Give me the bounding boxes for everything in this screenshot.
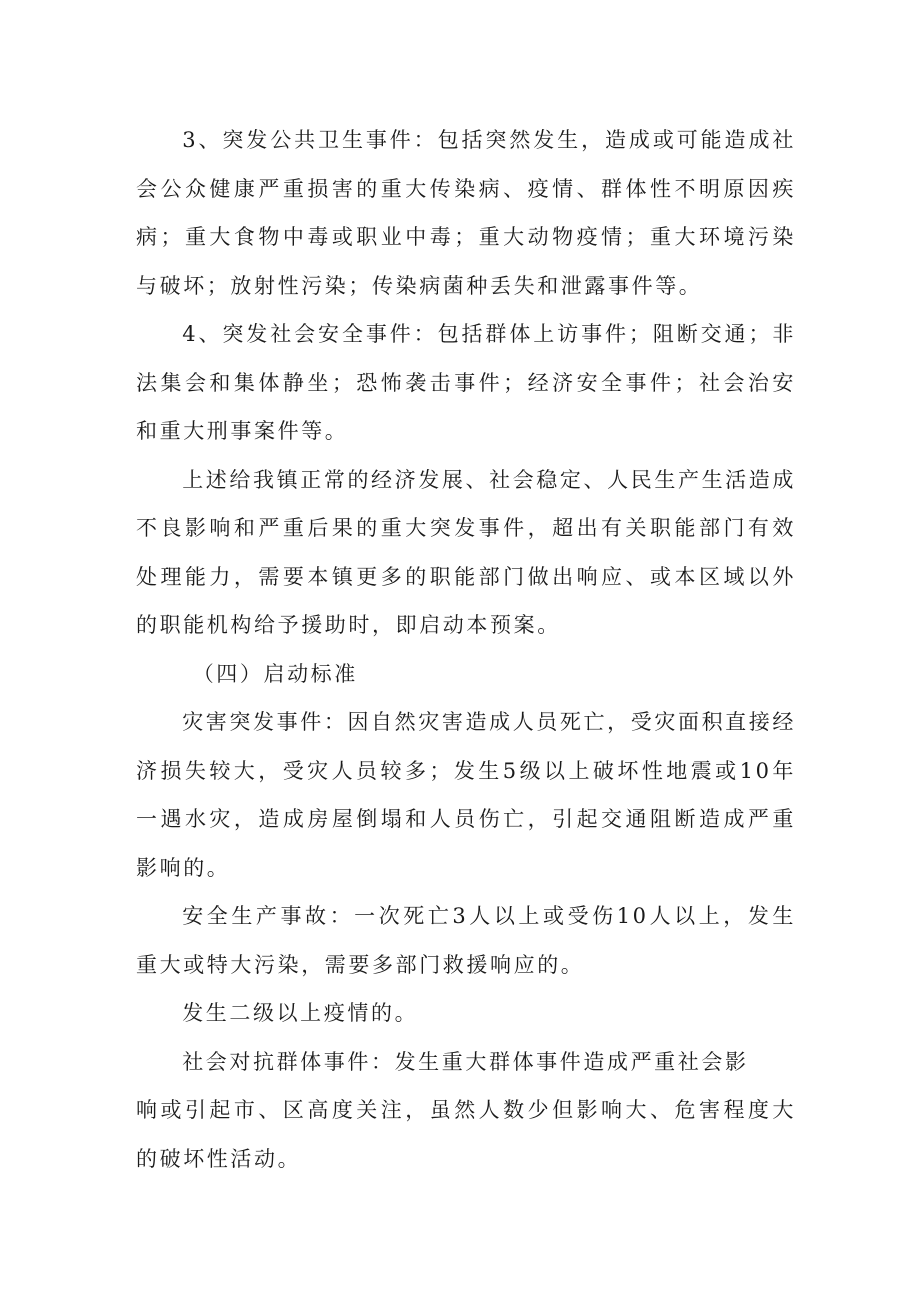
paragraph-safety-production-accidents: 安全生产事故：一次死亡3人以上或受伤10人以上，发生重大或特大污染，需要多部门救援响应的。	[136, 904, 796, 977]
paragraph-line-rest: 响或引起市、区高度关注，虽然人数少但影响大、危害程度大的破坏性活动。	[136, 1098, 796, 1171]
paragraph-line-first: 社会对抗群体事件：发生重大群体事件造成严重社会影	[182, 1049, 749, 1074]
paragraph-social-security-events: 4、突发社会安全事件：包括群体上访事件；阻断交通；非法集会和集体静坐；恐怖袭击事件；经济安全事件；社会治安和重大刑事案件等。	[136, 322, 796, 443]
paragraph-plan-activation-scope: 上述给我镇正常的经济发展、社会稳定、人民生产生活造成不良影响和严重后果的重大突发事件，超出有关职能部门有效处理能力，需要本镇更多的职能部门做出响应、或本区域以外的职能机构给予援助时，即启动本预案。	[136, 467, 796, 637]
document-body	[136, 116, 796, 1183]
paragraph-public-health-events: 3、突发公共卫生事件：包括突然发生，造成或可能造成社会公众健康严重损害的重大传染病、疫情、群体性不明原因疾病；重大食物中毒或职业中毒；重大动物疫情；重大环境污染与破坏；放射性污染；传染病菌种丢失和泄露事件等。	[136, 128, 796, 298]
paragraph-epidemic-level: 发生二级以上疫情的。	[182, 1001, 419, 1025]
paragraph-disaster-events: 灾害突发事件：因自然灾害造成人员死亡，受灾面积直接经济损失较大，受灾人员较多；发生5级以上破坏性地震或10年一遇水灾，造成房屋倒塌和人员伤亡，引起交通阻断造成严重影响的。	[136, 710, 796, 880]
paragraph-group-confrontation-events	[136, 1038, 796, 1184]
section-heading-activation-criteria: （四）启动标准	[192, 661, 358, 686]
